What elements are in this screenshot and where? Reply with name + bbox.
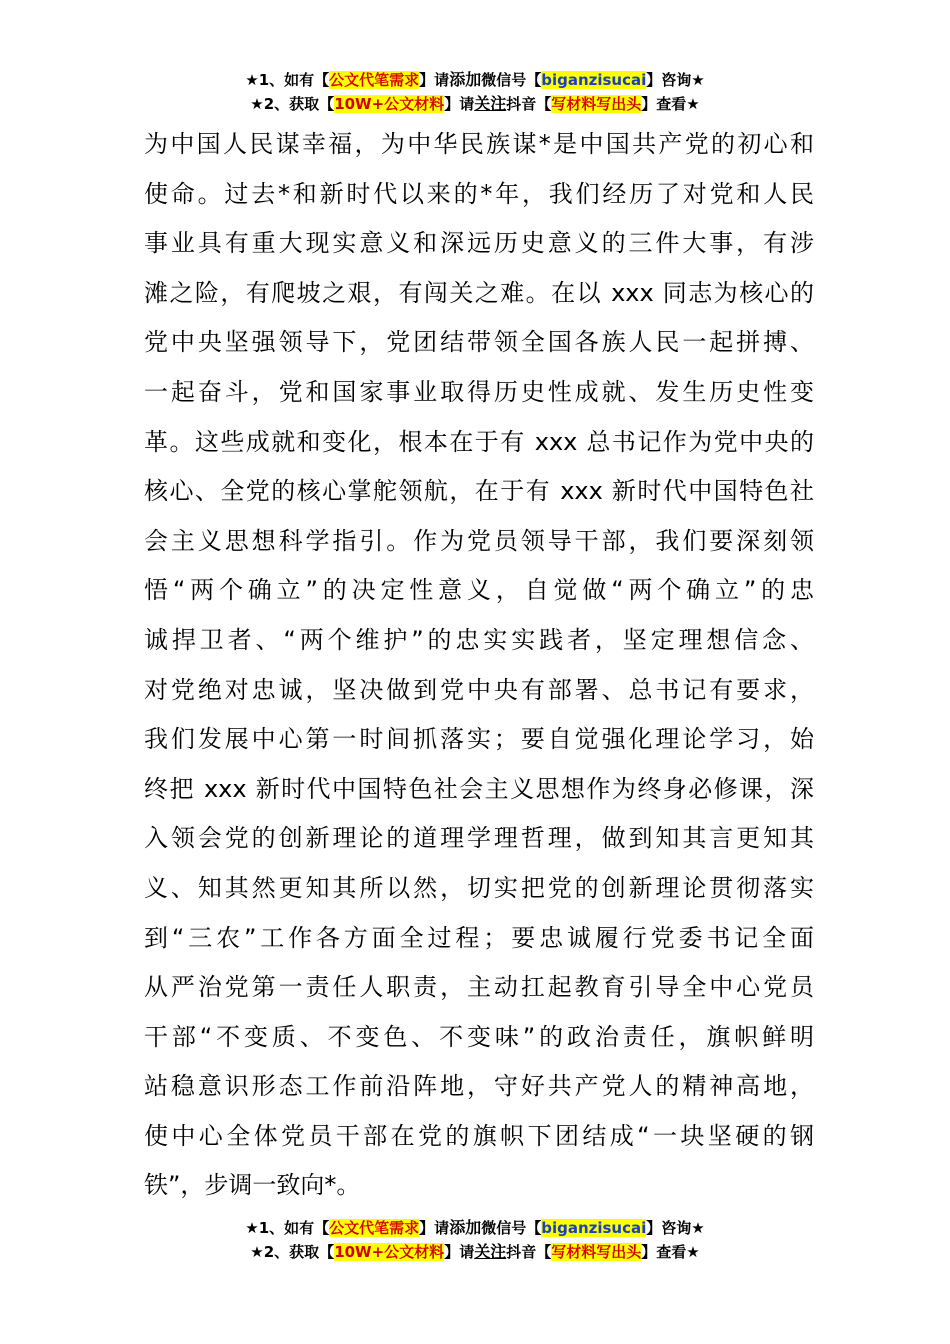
text-line: 事业具有重大现实意义和深远历史意义的三件大事，有涉 (144, 229, 814, 258)
banner-text: 】请 (419, 71, 450, 89)
header-banner (0, 68, 950, 116)
text-line: 我们发展中心第一时间抓落实；要自觉强化理论学习，始 (144, 725, 814, 754)
banner-wechat-id: biganzisucai (541, 71, 647, 89)
footer-banner-line-2 (0, 1240, 950, 1264)
footer-banner (0, 1216, 950, 1264)
banner-text: ★2、获取【 (250, 95, 335, 113)
banner-text: 】咨询★ (646, 1219, 705, 1237)
text-line: 党中央坚强领导下，党团结带领全国各族人民一起拼搏、 (144, 328, 814, 357)
text-line: 到“三农”工作各方面全过程；要忠诚履行党委书记全面 (144, 923, 814, 952)
banner-highlight: 10W+公文材料 (334, 1243, 445, 1261)
banner-text: 抖音【 (506, 1243, 552, 1261)
body-paragraph (144, 120, 814, 1211)
banner-emphasis: 添加 (449, 1218, 482, 1237)
text-line: 义、知其然更知其所以然，切实把党的创新理论贯彻落实 (144, 873, 814, 902)
text-line: 干部“不变质、不变色、不变味”的政治责任，旗帜鲜明 (144, 1022, 814, 1051)
banner-text: 】咨询★ (646, 71, 705, 89)
text-line: 使中心全体党员干部在党的旗帜下团结成“一块坚硬的钢 (144, 1121, 814, 1150)
banner-text: 】请 (444, 95, 475, 113)
text-line-last: 铁”，步调一致向*。 (144, 1171, 361, 1200)
banner-text: 】查看★ (641, 95, 700, 113)
banner-douyin-name: 写材料写出头 (551, 95, 642, 113)
text-line: 为中国人民谋幸福，为中华民族谋*是中国共产党的初心和 (144, 130, 814, 158)
banner-highlight: 10W+公文材料 (334, 95, 445, 113)
banner-highlight: 公文代笔需求 (329, 1219, 420, 1237)
banner-emphasis: 添加 (449, 70, 482, 89)
text-line: 滩之险，有爬坡之艰，有闯关之难。在以 xxx 同志为核心的 (144, 278, 814, 307)
banner-text: 】请 (419, 1219, 450, 1237)
text-line: 站稳意识形态工作前沿阵地，守好共产党人的精神高地， (144, 1072, 814, 1101)
banner-emphasis: 关注 (474, 1242, 507, 1261)
text-line: 从严治党第一责任人职责，主动扛起教育引导全中心党员 (144, 973, 814, 1002)
banner-highlight: 公文代笔需求 (329, 71, 420, 89)
text-line: 终把 xxx 新时代中国特色社会主义思想作为终身必修课，深 (144, 774, 814, 803)
header-banner-line-1 (0, 68, 950, 92)
banner-emphasis: 关注 (474, 94, 507, 113)
header-banner-line-2 (0, 92, 950, 116)
banner-text: ★1、如有【 (245, 1219, 330, 1237)
banner-text: ★1、如有【 (245, 71, 330, 89)
banner-text: 微信号【 (481, 71, 542, 89)
text-line: 悟“两个确立”的决定性意义，自觉做“两个确立”的忠 (144, 576, 814, 605)
banner-text: 】查看★ (641, 1243, 700, 1261)
banner-text: ★2、获取【 (250, 1243, 335, 1261)
footer-banner-line-1 (0, 1216, 950, 1240)
text-line: 一起奋斗，党和国家事业取得历史性成就、发生历史性变 (144, 377, 814, 406)
text-line: 使命。过去*和新时代以来的*年，我们经历了对党和人民 (144, 179, 814, 208)
text-line: 核心、全党的核心掌舵领航，在于有 xxx 新时代中国特色社 (144, 477, 814, 506)
text-line: 革。这些成就和变化，根本在于有 xxx 总书记作为党中央的 (144, 427, 814, 456)
banner-douyin-name: 写材料写出头 (551, 1243, 642, 1261)
banner-text: 】请 (444, 1243, 475, 1261)
text-line: 诚捍卫者、“两个维护”的忠实实践者，坚定理想信念、 (144, 625, 814, 654)
text-line: 入领会党的创新理论的道理学理哲理，做到知其言更知其 (144, 824, 814, 853)
text-line: 会主义思想科学指引。作为党员领导干部，我们要深刻领 (144, 526, 814, 555)
banner-text: 微信号【 (481, 1219, 542, 1237)
banner-wechat-id: biganzisucai (541, 1219, 647, 1237)
text-line: 对党绝对忠诚，坚决做到党中央有部署、总书记有要求， (144, 675, 814, 704)
banner-text: 抖音【 (506, 95, 552, 113)
